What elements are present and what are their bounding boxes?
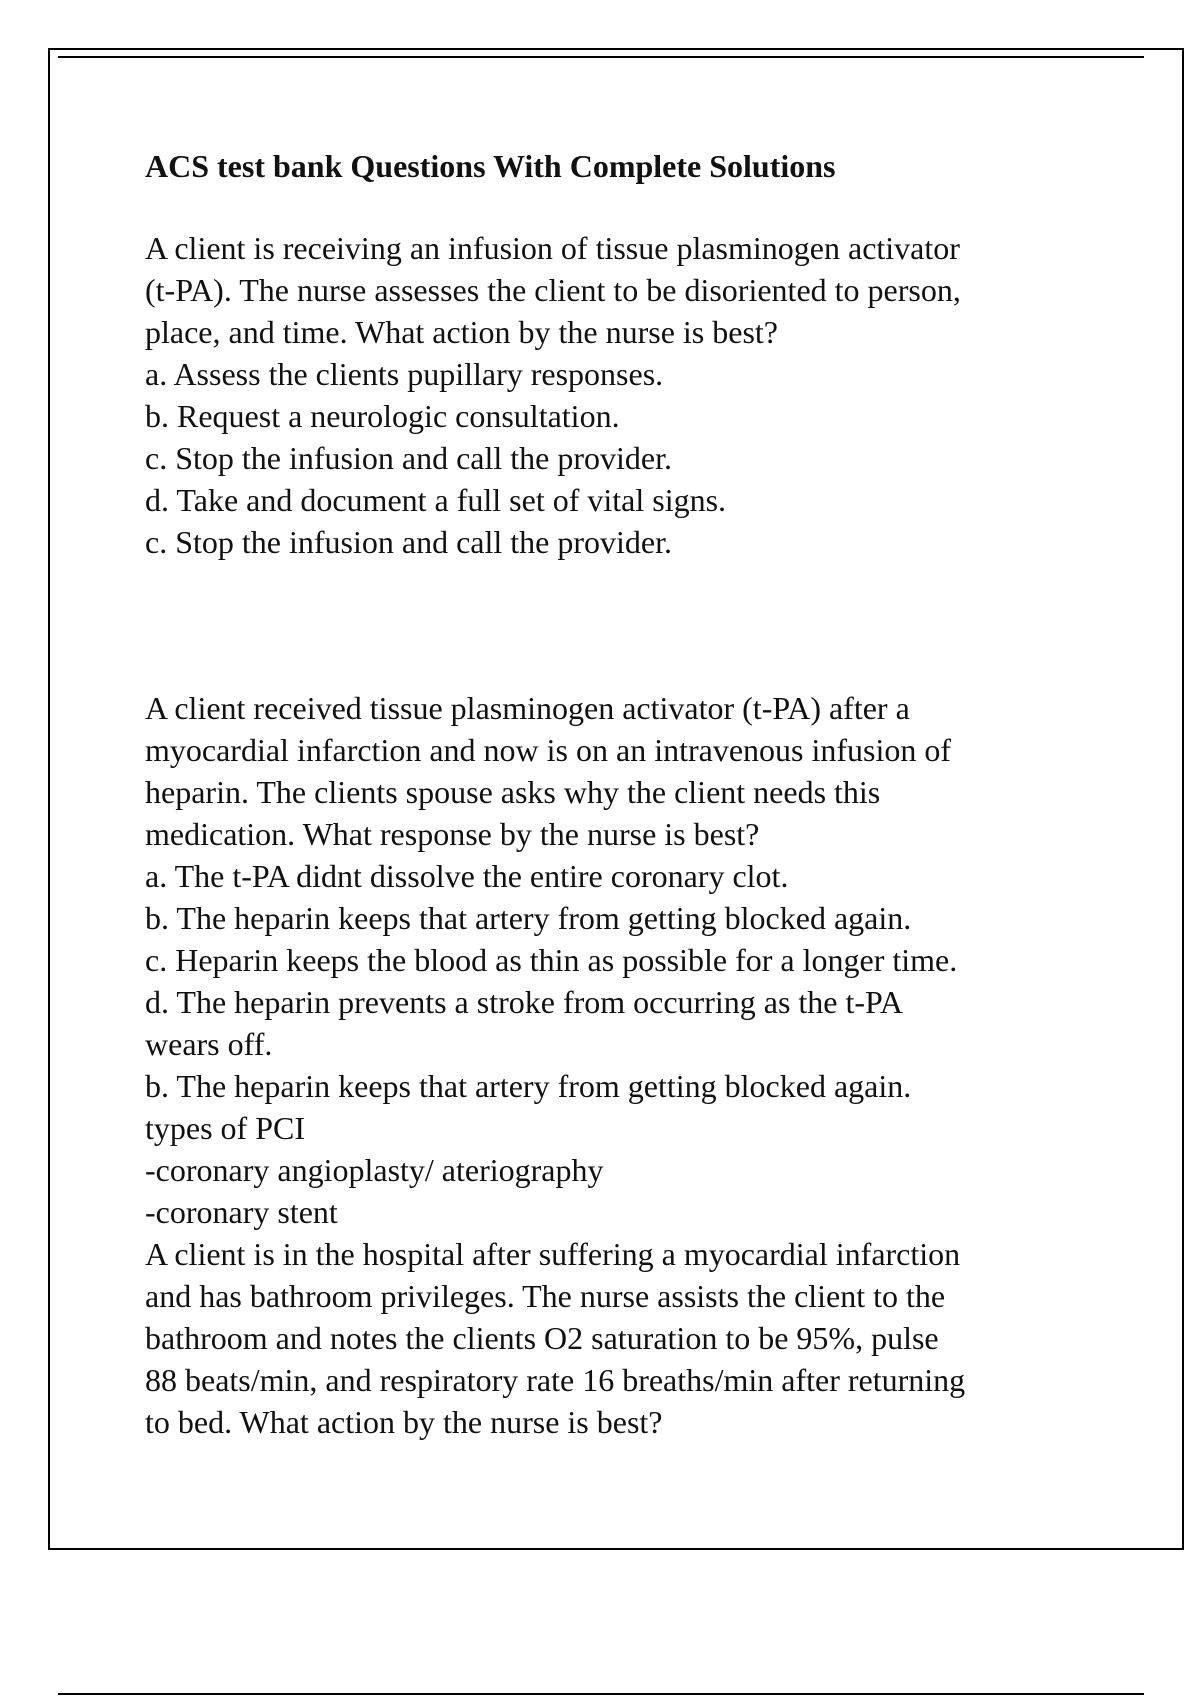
question-1-stem-line: (t-PA). The nurse assesses the client to be disoriented to person, xyxy=(145,272,961,308)
question-2-stem-line: myocardial infarction and now is on an intravenous infusion of xyxy=(145,732,952,768)
question-3-stem-line: 88 beats/min, and respiratory rate 16 breaths/min after returning xyxy=(145,1362,966,1398)
question-2-stem-line: A client received tissue plasminogen activator (t-PA) after a xyxy=(145,690,910,726)
question-1-option-c: c. Stop the infusion and call the provider. xyxy=(145,440,672,476)
question-2-option-d-continued: wears off. xyxy=(145,1026,273,1062)
pci-item: -coronary stent xyxy=(145,1194,338,1230)
question-3-stem-line: A client is in the hospital after suffering a myocardial infarction xyxy=(145,1236,961,1272)
question-2-stem-line: medication. What response by the nurse is best? xyxy=(145,816,760,852)
question-2-option-c: c. Heparin keeps the blood as thin as possible for a longer time. xyxy=(145,942,958,978)
question-2-option-b: b. The heparin keeps that artery from getting blocked again. xyxy=(145,900,912,936)
document-title: ACS test bank Questions With Complete Solutions xyxy=(145,148,836,184)
pci-heading: types of PCI xyxy=(145,1110,305,1146)
question-2-answer: b. The heparin keeps that artery from getting blocked again. xyxy=(145,1068,912,1104)
question-3-stem-line: to bed. What action by the nurse is best? xyxy=(145,1404,663,1440)
bottom-rule xyxy=(58,1693,1144,1695)
question-1-option-a: a. Assess the clients pupillary responses. xyxy=(145,356,664,392)
question-1-answer: c. Stop the infusion and call the provider. xyxy=(145,524,672,560)
question-3-stem-line: bathroom and notes the clients O2 saturation to be 95%, pulse xyxy=(145,1320,939,1356)
question-2-stem-line: heparin. The clients spouse asks why the client needs this xyxy=(145,774,881,810)
document-body xyxy=(145,145,1145,1443)
question-2-option-a: a. The t-PA didnt dissolve the entire coronary clot. xyxy=(145,858,789,894)
question-2-option-d: d. The heparin prevents a stroke from occurring as the t-PA xyxy=(145,984,904,1020)
question-3-stem-line: and has bathroom privileges. The nurse assists the client to the xyxy=(145,1278,946,1314)
question-1 xyxy=(145,227,1145,563)
question-1-stem-line: A client is receiving an infusion of tissue plasminogen activator xyxy=(145,230,960,266)
question-1-option-d: d. Take and document a full set of vital signs. xyxy=(145,482,727,518)
question-1-option-b: b. Request a neurologic consultation. xyxy=(145,398,620,434)
top-rule xyxy=(58,56,1144,58)
pci-item: -coronary angioplasty/ ateriography xyxy=(145,1152,604,1188)
question-2 xyxy=(145,687,1145,1443)
question-1-stem-line: place, and time. What action by the nurse is best? xyxy=(145,314,778,350)
